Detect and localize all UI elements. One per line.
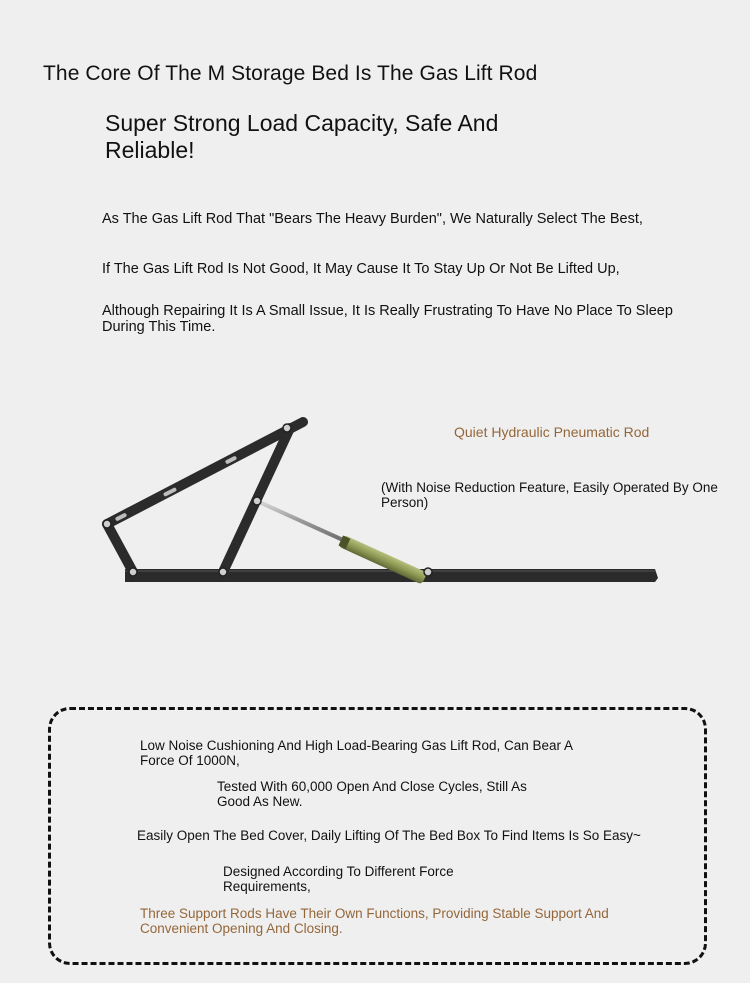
feature-highlight: Three Support Rods Have Their Own Functions, Providing Stable Support And Convenient Opening And Closing. [140, 906, 609, 936]
intro-paragraph: Although Repairing It Is A Small Issue, It Is Really Frustrating To Have No Place To Sleep During This Time. [102, 303, 673, 335]
front-link [107, 524, 133, 572]
feature-text: Tested With 60,000 Open And Close Cycles, Still As Good As New. [217, 779, 527, 809]
page-subtitle: Super Strong Load Capacity, Safe And Reliable! [105, 110, 499, 163]
feature-text: Easily Open The Bed Cover, Daily Lifting Of The Bed Box To Find Items Is So Easy~ [137, 828, 641, 843]
piston-rod [257, 501, 343, 540]
diagram-title: Quiet Hydraulic Pneumatic Rod [454, 424, 650, 440]
feature-text: Designed According To Different Force Requirements, [223, 864, 454, 894]
intro-paragraph: As The Gas Lift Rod That "Bears The Heavy Burden", We Naturally Select The Best, [102, 211, 643, 227]
intro-paragraph: If The Gas Lift Rod Is Not Good, It May Cause It To Stay Up Or Not Be Lifted Up, [102, 261, 620, 277]
diagram-note: (With Noise Reduction Feature, Easily Operated By One Person) [381, 480, 718, 510]
page-title: The Core Of The M Storage Bed Is The Gas Lift Rod [43, 62, 538, 85]
feature-text: Low Noise Cushioning And High Load-Bearing Gas Lift Rod, Can Bear A Force Of 1000N, [140, 738, 573, 768]
